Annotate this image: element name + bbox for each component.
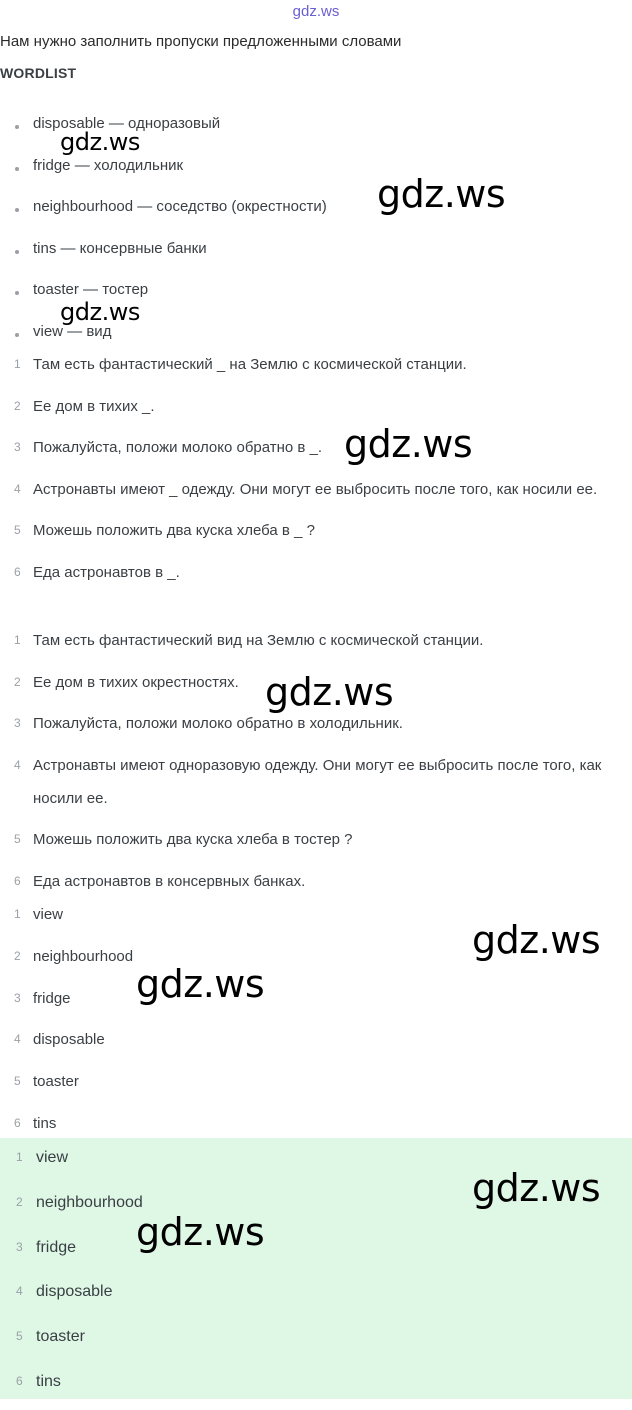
question-item: 2 Ее дом в тихих _. bbox=[14, 397, 155, 415]
site-link[interactable]: gdz.ws bbox=[292, 3, 340, 20]
answer-sentence-item: 2 Ее дом в тихих окрестностях. bbox=[14, 673, 239, 691]
final-answer-item: 3 fridge bbox=[16, 1238, 77, 1256]
answer-sentence-item: 3 Пожалуйста, положи молоко обратно в холодильник. bbox=[14, 715, 403, 733]
question-item: 3 Пожалуйста, положи молоко обратно в _. bbox=[14, 439, 323, 457]
question-item: 5 Можешь положить два куска хлеба в _ ? bbox=[14, 522, 315, 540]
final-answer-item: 5 toaster bbox=[16, 1328, 85, 1346]
answers-sentences-list bbox=[0, 624, 613, 907]
wordlist-item: view — вид bbox=[0, 320, 327, 362]
bullet-icon bbox=[15, 125, 19, 129]
final-answer-item: 1 view bbox=[16, 1149, 69, 1166]
bullet-icon bbox=[15, 291, 19, 295]
word-item: 5 toaster bbox=[14, 1073, 79, 1091]
bullet-icon bbox=[15, 250, 19, 254]
wordlist-item: disposable — одноразовый bbox=[0, 112, 327, 154]
question-item: 6 Еда астронавтов в _. bbox=[14, 563, 180, 581]
watermark: gdz.ws bbox=[472, 918, 601, 962]
final-answer-item: 4 disposable bbox=[16, 1283, 113, 1301]
watermark: gdz.ws bbox=[472, 1166, 601, 1210]
answer-sentence-item: 5 Можешь положить два куска хлеба в тостер ? bbox=[14, 831, 353, 849]
final-answer-item: 6 tins bbox=[16, 1372, 61, 1390]
wordlist-item: fridge — холодильник bbox=[0, 154, 327, 196]
question-item: 4 Астронавты имеют _ одежду. Они могут ее выбросить после того, как носили ее. bbox=[14, 480, 598, 498]
bullet-icon bbox=[15, 208, 19, 212]
watermark: gdz.ws bbox=[136, 1210, 265, 1254]
wordlist-item: neighbourhood — соседство (окрестности) bbox=[0, 195, 327, 237]
wordlist-item: toaster — тостер bbox=[0, 278, 327, 320]
task-instruction: Нам нужно заполнить пропуски предложенными словами bbox=[0, 33, 402, 50]
watermark: gdz.ws bbox=[377, 172, 506, 216]
word-item: 2 neighbourhood bbox=[14, 947, 134, 965]
word-item: 6 tins bbox=[14, 1114, 57, 1132]
watermark: gdz.ws bbox=[344, 422, 473, 466]
wordlist bbox=[0, 112, 327, 362]
word-item: 4 disposable bbox=[14, 1031, 105, 1049]
answer-sentence-item: 6 Еда астронавтов в консервных банках. bbox=[14, 872, 306, 890]
word-item: 3 fridge bbox=[14, 989, 71, 1007]
wordlist-item: tins — консервные банки bbox=[0, 237, 327, 279]
question-item: 1 Там есть фантастический _ на Землю с космической станции. bbox=[14, 356, 467, 373]
watermark: gdz.ws bbox=[60, 128, 140, 156]
bullet-icon bbox=[15, 167, 19, 171]
bullet-icon bbox=[15, 333, 19, 337]
wordlist-heading: WORDLIST bbox=[0, 65, 77, 81]
final-answer-item: 2 neighbourhood bbox=[16, 1193, 143, 1211]
words-list bbox=[0, 898, 133, 1149]
watermark: gdz.ws bbox=[136, 962, 265, 1006]
questions-list bbox=[0, 348, 613, 598]
watermark: gdz.ws bbox=[60, 298, 140, 326]
answer-sentence-item: 4 Астронавты имеют одноразовую одежду. Они могут ее выбросить после того, как носили ее. bbox=[14, 756, 602, 807]
watermark: gdz.ws bbox=[265, 670, 394, 714]
final-answers-list bbox=[0, 1141, 143, 1410]
answer-sentence-item: 1 Там есть фантастический вид на Землю с космической станции. bbox=[14, 632, 484, 649]
word-item: 1 view bbox=[14, 906, 64, 923]
